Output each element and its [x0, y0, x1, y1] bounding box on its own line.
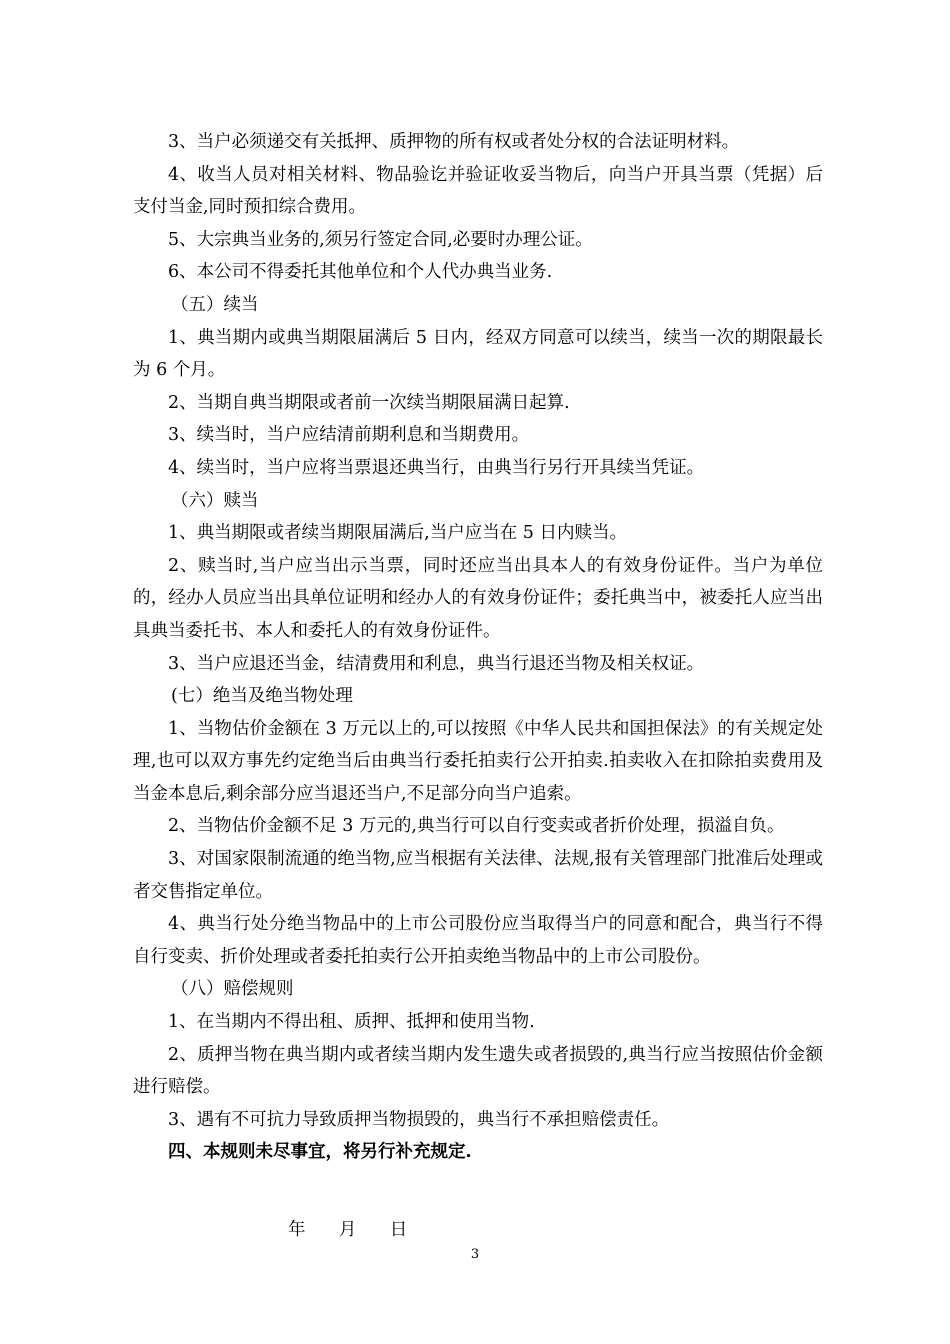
document-body [133, 126, 823, 1169]
paragraph: 4、收当人员对相关材料、物品验讫并验证收妥当物后，向当户开具当票（凭据）后支付当金,同时预扣综合费用。 [133, 164, 823, 218]
page-number: 3 [470, 1247, 480, 1262]
section-heading: （五）续当 [171, 294, 259, 315]
paragraph: 6、本公司不得委托其他单位和个人代办典当业务. [168, 262, 553, 283]
paragraph: 5、大宗典当业务的,须另行签定合同,必要时办理公证。 [168, 229, 593, 250]
paragraph: 1、在当期内不得出租、质押、抵押和使用当物. [168, 1012, 535, 1033]
paragraph: 3、续当时，当户应结清前期利息和当期费用。 [168, 425, 530, 446]
paragraph: 2、当期自典当期限或者前一次续当期限届满日起算. [168, 392, 570, 413]
section-heading: （八）赔偿规则 [171, 979, 294, 1000]
paragraph: 2、质押当物在典当期内或者续当期内发生遗失或者损毁的,典当行应当按照估价金额进行赔偿。 [133, 1044, 823, 1098]
paragraph: 3、对国家限制流通的绝当物,应当根据有关法律、法规,报有关管理部门批准后处理或者交售指定单位。 [133, 849, 823, 902]
paragraph: 2、赎当时,当户应当出示当票，同时还应当出具本人的有效身份证件。当户为单位的，经办人员应当出具单位证明和经办人的有效身份证件；委托典当中，被委托人应当出具典当委托书、本人和委托人的有效身份证件。 [133, 555, 823, 641]
paragraph: 3、当户必须递交有关抵押、质押物的所有权或者处分权的合法证明材料。 [168, 132, 740, 152]
paragraph: 1、典当期限或者续当期限届满后,当户应当在 5 日内赎当。 [168, 523, 627, 544]
paragraph: 4、典当行处分绝当物品中的上市公司股份应当取得当户的同意和配合，典当行不得自行变卖、折价处理或者委托拍卖行公开拍卖绝当物品中的上市公司股份。 [133, 914, 823, 967]
section-heading: （六）赎当 [171, 490, 259, 511]
paragraph: 2、当物估价金额不足 3 万元的,典当行可以自行变卖或者折价处理，损溢自负。 [168, 816, 785, 837]
paragraph: 3、当户应退还当金，结清费用和利息，典当行退还当物及相关权证。 [168, 653, 705, 674]
date-line: 年 月 日 [288, 1220, 408, 1240]
closing-clause: 四、本规则未尽事宜，将另行补充规定. [168, 1142, 472, 1163]
paragraph: 4、续当时，当户应将当票退还典当行，由典当行另行开具续当凭证。 [168, 457, 705, 478]
section-heading: (七）绝当及绝当物处理 [171, 686, 353, 707]
paragraph: 3、遇有不可抗力导致质押当物损毁的，典当行不承担赔偿责任。 [168, 1109, 670, 1130]
paragraph: 1、典当期内或典当期限届满后 5 日内，经双方同意可以续当，续当一次的期限最长为 6 个月。 [133, 327, 823, 381]
paragraph: 1、当物估价金额在 3 万元以上的,可以按照《中华人民共和国担保法》的有关规定处理,也可以双方事先约定绝当后由典当行委托拍卖行公开拍卖.拍卖收入在扣除拍卖费用及当金本息后,剩余部分应当退还当户,不足部分向当户追索。 [133, 718, 823, 804]
